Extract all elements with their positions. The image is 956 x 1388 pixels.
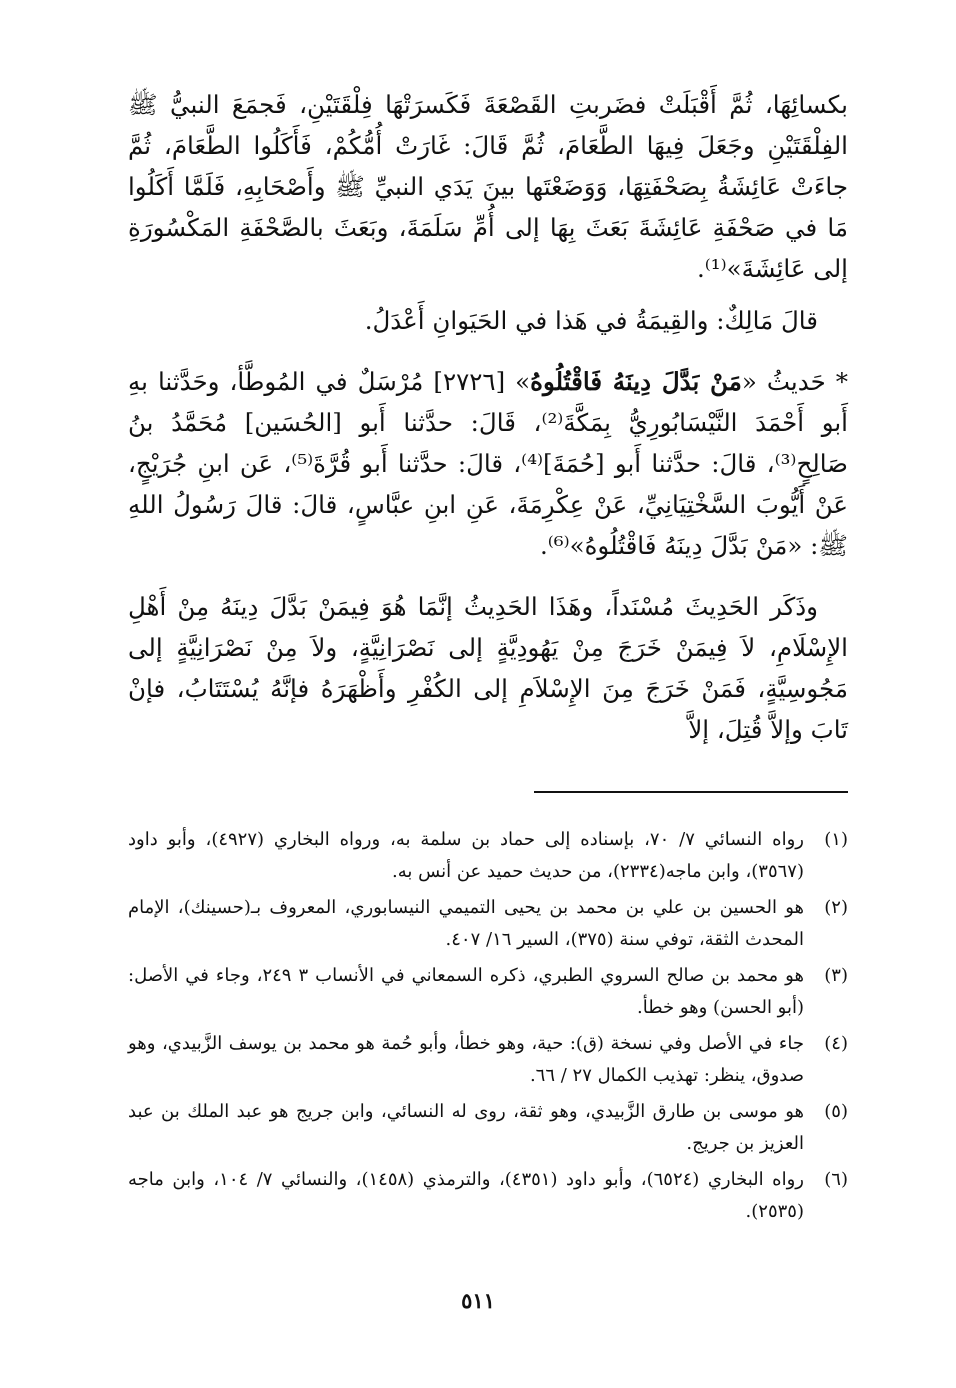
footnote-number: (٦) <box>824 1169 848 1190</box>
paragraph-hadith-aisha: بكسائِهَا، ثُمَّ أَقْبَلَتْ فضَربتِ القَصْعَةَ فَكَسرَتْهَا فِلْقَتَيْنِ، فَجمَعَ النبيُّ ﷺ الفِلْقَتَيْنِ وجَعَلَ فِيهَا الطَّعَامَ، ثُمَّ قَالَ: غَارَتْ أُمُّكُمْ، فَأَكَلُوا الطَّعَامَ، ثُمَّ جاءَتْ عَائِشَةُ بِصَحْفَتِهَا، وَوَضَعْتَها بينَ يَدَي النبيِّ ﷺ وأَصْحَابِهِ، فَلَمَّا أَكَلُوا مَا في صَحْفَةِ عَائِشَةَ بَعَثَ بِهَا إلى أُمِّ سَلَمَةَ، وبَعَثَ بالصَّحْفَةِ المَكْسُورَةِ إلى عَائِشَةَ»⁽¹⁾. <box>128 90 848 283</box>
footnote-text: رواه البخاري (٦٥٢٤)، وأبو داود (٤٣٥١)، والترمذي (١٤٥٨)، والنسائي ٧/ ١٠٤، وابن ماجه (٢٥٣٥). <box>128 1169 804 1222</box>
footnote-text: هو الحسين بن علي بن محمد بن يحيى التميمي النيسابوري، المعروف بـ(حسينك)، الإمام المحدث الثقة، توفي سنة (٣٧٥)، السير ١٦/ ٤٠٧. <box>128 897 804 950</box>
hadith-chain: » [٢٧٢٦] مُرْسَلٌ في المُوطَّأ، وحَدَّثنا بهِ أَبو أَحْمَدَ النَّيْسَابُورِيُّ بِمَكَّةَ⁽²⁾، قَالَ: حدَّثنا أَبو [الحُسَين] مُحَمَّدُ بنُ صَالِحٍ⁽³⁾، قالَ: حدَّثنا أَبو [حُمَةَ]⁽⁴⁾، قالَ: حدَّثنا أَبو قُرَّةَ⁽⁵⁾، عَن ابنِ جُرَيْجٍ، عَنْ أَيُّوبَ السَّخْتِيَانِيِّ، عَنْ عِكْرِمَةَ، عَنِ ابنِ عبَّاسٍ، قالَ: قالَ رَسُولُ اللهِ ﷺ: «مَنْ بَدَّلَ دِينَهُ فَاقْتُلُوهُ»⁽⁶⁾. <box>128 367 848 560</box>
footnote-number: (٢) <box>824 897 848 918</box>
footnote-text: هو محمد بن صالح السروي الطبري، ذكره السمعاني في الأنساب ٣ ٢٤٩، وجاء في الأصل: (أبو الحسن) وهو خطأ. <box>128 965 804 1018</box>
footnote-item <box>128 960 848 1024</box>
footnote-text: رواه النسائي ٧/ ٧٠، بإسناده إلى حماد بن سلمة به، ورواه البخاري (٤٩٢٧)، وأبو داود (٣٥٦٧)، وابن ماجه(٢٣٣٤)، من حديث حميد عن أنس به. <box>128 829 804 882</box>
footnote-item <box>128 892 848 956</box>
footnote-number: (٤) <box>824 1033 848 1054</box>
paragraph-malik-quote: قالَ مَالِكٌ: والقِيمَةُ في هَذا في الحَيَوانِ أَعْدَلُ. <box>364 306 818 335</box>
footnote-item <box>128 1028 848 1092</box>
footnote-separator <box>534 791 848 793</box>
footnote-number: (٥) <box>824 1101 848 1122</box>
footnote-text: جاء في الأصل وفي نسخة (ق): حية، وهو خطأ، وأبو حُمة هو محمد بن يوسف الزَّبيدي، وهو صدوق، ينظر: تهذيب الكمال ٢٧ / ٦٦. <box>128 1033 804 1086</box>
paragraph-hadith-apostasy <box>128 361 848 566</box>
footnote-item <box>128 1096 848 1160</box>
page-number: ٥١١ <box>461 1288 495 1313</box>
footnote-item <box>128 1164 848 1228</box>
footnote-number: (٣) <box>824 965 848 986</box>
paragraph-commentary: وذَكَر الحَدِيثَ مُسْنَداً، وهَذَا الحَدِيثُ إنَّمَا هُوَ فِيمَنْ بَدَّلَ دِينَهُ مِنْ أَهْلِ الإِسْلَامِ، لاَ فِيمَنْ خَرَجَ مِنْ يَهُودِيَّةٍ إلى نَصْرَانِيَّةٍ، ولاَ مِنْ نَصْرَانِيَّةٍ إلى مَجُوسِيَّةٍ، فَمَنْ خَرَجَ مِنَ الإِسْلاَمِ إلى الكُفْرِ وأَظْهَرَهُ فإنَّهُ يُسْتَتَابُ، فإنْ تَابَ وإلاَّ قُتِلَ، إلاَّ <box>128 592 848 744</box>
footnote-item <box>128 824 848 888</box>
footnote-number: (١) <box>824 829 848 850</box>
hadith-title: مَنْ بَدَّلَ دِينَهُ فَاقْتُلُوهُ <box>530 367 742 396</box>
footnote-text: هو موسى بن طارق الزَّبيدي، وهو ثقة، روى له النسائي، وابن جريج هو عبد الملك بن عبد العزيز بن جريج. <box>128 1101 804 1154</box>
footnotes <box>128 824 848 1232</box>
main-text <box>128 84 848 750</box>
hadith-intro: * حَديثُ « <box>741 367 849 396</box>
